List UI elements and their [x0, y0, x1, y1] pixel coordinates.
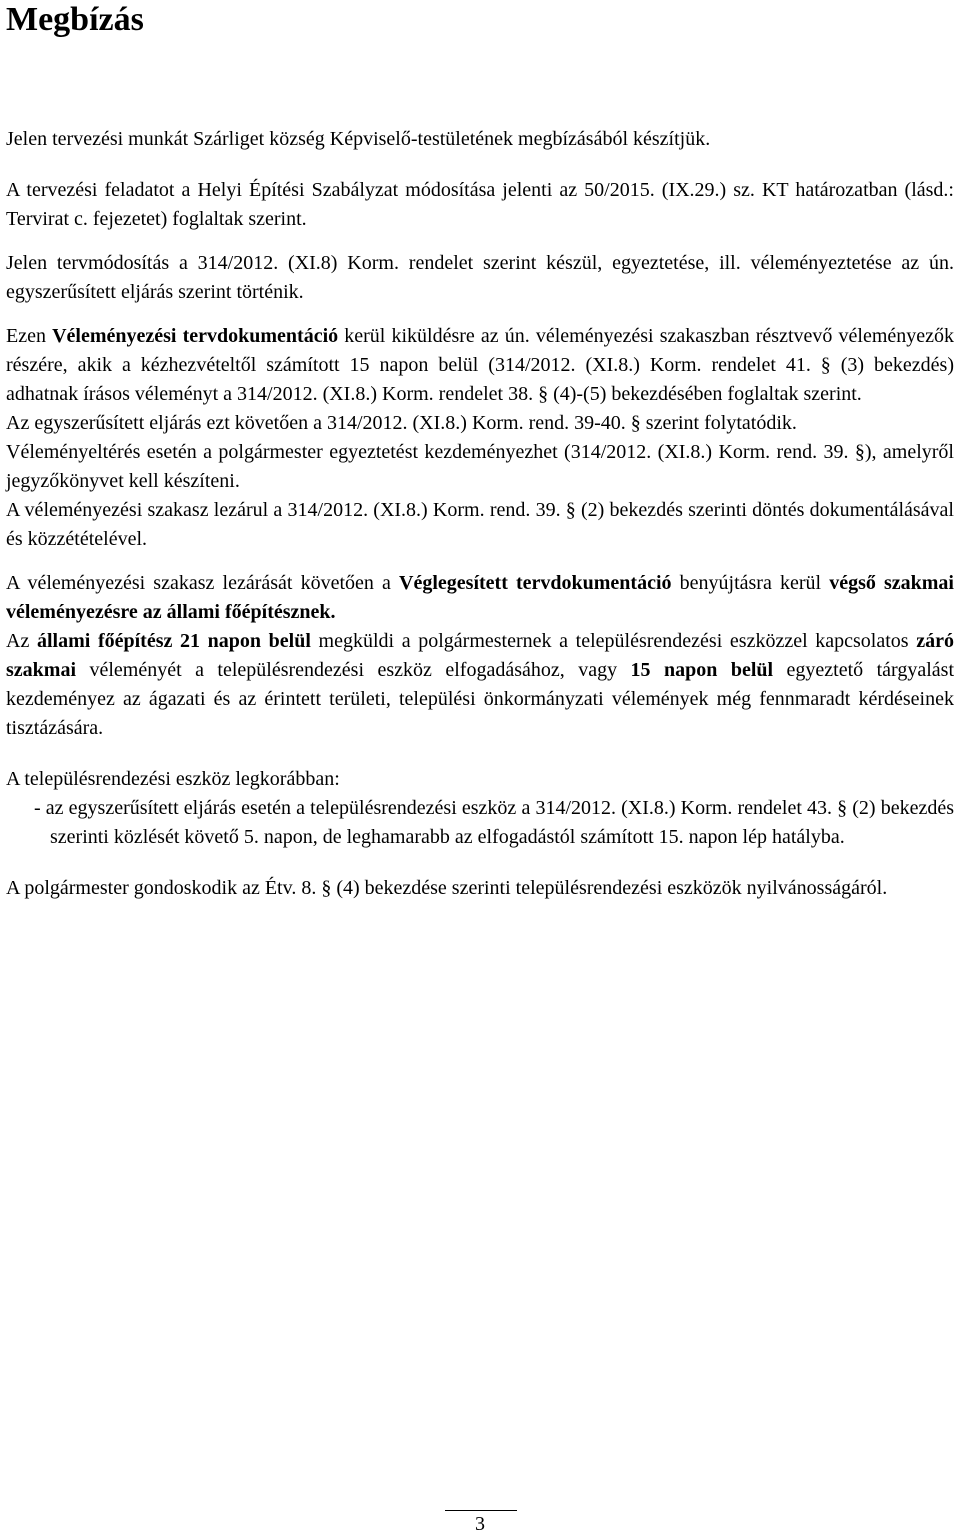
- document-body: [6, 125, 954, 903]
- text-run: benyújtásra kerül: [671, 572, 830, 594]
- page-title: Megbízás: [6, 1, 144, 38]
- page-number: 3: [475, 1513, 485, 1535]
- text-run: egyeztető tárgyalást kezdeményez az ágazati és az érintett területi, települési önkormányzati vélemények még fennmaradt kérdéseinek tisztázására.: [6, 659, 954, 739]
- paragraph: [6, 409, 954, 438]
- text-run: - az egyszerűsített eljárás esetén a településrendezési eszköz a 314/2012. (XI.8.) Korm. rendelet 43. § (2) bekezdés szerinti közlését követő 5. napon, de leghamarabb az elfogadástól számított 15. napon lép hatályba.: [34, 797, 954, 848]
- text-run: Ezen: [6, 325, 53, 347]
- paragraph: [6, 176, 954, 234]
- bold-text: 15 napon belül: [630, 659, 774, 681]
- text-run: megküldi a polgármesternek a településrendezési eszközzel kapcsolatos: [310, 630, 917, 652]
- text-run: Jelen tervmódosítás a 314/2012. (XI.8) Korm. rendelet szerint készül, egyeztetése, ill. véleményeztetése az ún. egyszerűsített eljárás szerint történik.: [6, 252, 954, 303]
- text-run: Véleményeltérés esetén a polgármester egyeztetést kezdeményezhet (314/2012. (XI.8.) Korm. rend. 39. §), amelyről jegyzőkönyvet kell készíteni.: [6, 441, 954, 492]
- paragraph: [6, 627, 954, 743]
- list-item: [6, 794, 954, 852]
- paragraph: [6, 496, 954, 554]
- text-run: A polgármester gondoskodik az Étv. 8. § (4) bekezdése szerinti településrendezési eszközök nyilvánosságáról.: [6, 877, 888, 899]
- bold-text: állami főépítész 21 napon belül: [36, 630, 311, 652]
- paragraph: [6, 438, 954, 496]
- paragraph: [6, 874, 954, 903]
- footer-divider: [445, 1510, 517, 1511]
- text-run: kerül kiküldésre az ún. véleményezési szakaszban résztvevő véleményezők részére, akik a kézhezvételtől számított 15 napon belül (314/2012. (XI.8.) Korm. rendelet 41. § (3) bekezdés) adhatnak írásos véleményt a 314/2012. (XI.8.) Korm. rendelet 38. § (4)-(5) bekezdésében foglaltak szerint.: [6, 325, 955, 405]
- paragraph: [6, 249, 954, 307]
- text-run: Az: [6, 630, 37, 652]
- text-run: Jelen tervezési munkát Szárliget község Képviselő-testületének megbízásából készítjük.: [6, 128, 711, 150]
- text-run: A véleményezési szakasz lezárul a 314/2012. (XI.8.) Korm. rend. 39. § (2) bekezdés szerinti döntés dokumentálásával és közzétételével.: [6, 499, 954, 550]
- bold-text: Véglegesített tervdokumentáció: [399, 572, 672, 594]
- bold-text: záró szakmai: [6, 630, 954, 681]
- bold-text: Véleményezési tervdokumentáció: [52, 325, 339, 347]
- text-run: véleményét a településrendezési eszköz elfogadásához, vagy: [76, 659, 631, 681]
- paragraph: [6, 125, 954, 154]
- bold-text: végső szakmai véleményezésre az állami főépítésznek.: [6, 572, 954, 623]
- text-run: A településrendezési eszköz legkorábban:: [6, 768, 340, 790]
- paragraph: [6, 569, 954, 627]
- text-run: Az egyszerűsített eljárás ezt követően a 314/2012. (XI.8.) Korm. rend. 39-40. § szerint folytatódik.: [6, 412, 797, 434]
- text-run: A tervezési feladatot a Helyi Építési Szabályzat módosítása jelenti az 50/2015. (IX.29.) sz. KT határozatban (lásd.: Tervirat c. fejezetet) foglaltak szerint.: [6, 179, 954, 230]
- paragraph: [6, 322, 954, 409]
- text-run: A véleményezési szakasz lezárását követően a: [6, 572, 400, 594]
- paragraph: [6, 765, 954, 794]
